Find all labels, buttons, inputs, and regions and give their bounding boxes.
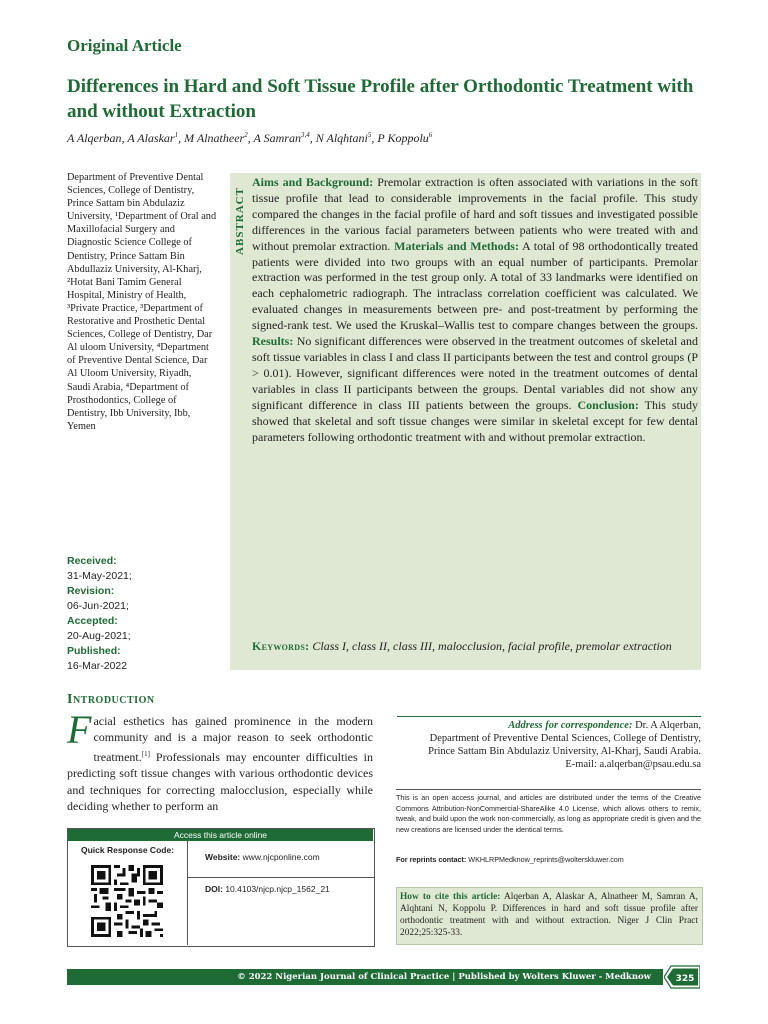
- divider: [187, 841, 188, 945]
- page-number: 325: [675, 974, 695, 984]
- author-sup: 3,4: [300, 131, 310, 139]
- author-sup: 2: [244, 131, 248, 139]
- abstract-body: Premolar extraction is often associated with variations in the soft tissue profile that lead to considerable improvements in the facial profile. This study compared the changes in the facial profile of hard and soft tissues and investigated possible differences in the various facial parameters between patients who were treated with and without premolar extraction.: [252, 175, 698, 253]
- divider: [396, 789, 701, 790]
- divider: [188, 877, 374, 878]
- drop-cap: F: [67, 707, 92, 752]
- author-sup: 1: [174, 131, 179, 139]
- author-sup: 5: [367, 131, 372, 139]
- article-dates: [67, 554, 217, 674]
- abstract-body: This study showed that skeletal and soft tissue changes were similar in skeletal except for few dental parameters following orthodontic treatment with and without premolar extraction.: [252, 397, 698, 444]
- abstract-body: A total of 98 orthodontically treated patients were divided into two groups with an equal number of participants. Premolar extraction was performed in the test group only. A total of 33 landmarks were identified on each cephalometric radiograph. The intraclass correlation coefficient was calculated. We evaluated changes in measurements between pre- and post-treatment by performing the signed-rank test. We used the Kruskal–Wallis test to compare changes between the groups.: [252, 238, 698, 333]
- section-label: Original Article: [67, 36, 182, 55]
- qr-label: Quick Response Code:: [80, 845, 175, 855]
- license-text: This is an open access journal, and articles are distributed under the terms of the Creative Commons Attribution-NonCommercial-ShareAlike 4.0 License, which allows others to remix, tweak, and build upon the work non-commercially, as long as appropriate credit is given and the new creations are licensed under the identical terms.: [396, 793, 701, 834]
- date-value: 16-Mar-2022: [67, 660, 128, 672]
- abstract-heading: Conclusion:: [577, 397, 639, 412]
- reprints-label: For reprints contact:: [396, 855, 467, 864]
- abstract-heading: Materials and Methods:: [394, 238, 519, 253]
- correspondence-email[interactable]: E-mail: a.alqerban@psau.edu.sa: [565, 759, 701, 770]
- qr-code-icon[interactable]: [91, 863, 163, 939]
- keywords-text: Class I, class II, class III, malocclusion, facial profile, premolar extraction: [309, 639, 672, 653]
- author: M Alnatheer: [184, 131, 245, 145]
- author-list: A Alqerban, A Alaskar$^1$, M Alnatheer$^2$, A Samran$^{3,4}$, N Alqhtani$^5$, P Koppolu$^6$: [67, 131, 433, 145]
- correspondence-block: [397, 719, 701, 771]
- abstract-heading: Aims and Background:: [252, 175, 374, 189]
- website-line: [205, 852, 320, 862]
- website-label: Website:: [205, 852, 241, 862]
- abstract-label: [231, 176, 248, 266]
- doi-label: DOI:: [205, 884, 223, 894]
- doi-line: [205, 884, 330, 894]
- correspondence-line: Department of Preventive Dental Sciences, College of Dentistry,: [429, 733, 701, 744]
- abstract-heading: Results:: [252, 334, 294, 349]
- date-value: 20-Aug-2021;: [67, 630, 131, 642]
- date-value: 31-May-2021;: [67, 570, 132, 582]
- date-label: Published:: [67, 645, 121, 657]
- reprints-line: [396, 855, 701, 864]
- abstract-label-text: ABSTRACT: [233, 187, 246, 255]
- citation-text: [400, 891, 698, 939]
- keywords-label: Keywords:: [252, 639, 310, 653]
- page-number-badge: [664, 963, 700, 991]
- citation-ref[interactable]: [1]: [141, 749, 150, 758]
- author: A Samran: [253, 131, 301, 145]
- date-label: Revision:: [67, 585, 115, 597]
- keywords: [252, 640, 698, 653]
- intro-body: acial esthetics has gained prominence in the modern community and is a major reason to seek orthodontic treatment.: [93, 714, 373, 764]
- correspondence-line: Prince Sattam Bin Abdulaziz University, Al-Kharj, Saudi Arabia.: [428, 746, 701, 757]
- author-sup: 6: [428, 131, 433, 139]
- citation-label: How to cite this article:: [400, 892, 501, 902]
- intro-body: Professionals may encounter difficulties in predicting soft tissue changes with various orthodontic devices and techniques for correcting malocclusion, especially while deciding whether to perform an: [67, 749, 373, 814]
- introduction-heading: Introduction: [67, 692, 155, 707]
- access-header: Access this article online: [68, 829, 373, 841]
- author: N Alqhtani: [315, 131, 368, 145]
- introduction-text: [67, 707, 373, 814]
- website-link[interactable]: www.njcponline.com: [240, 852, 320, 862]
- affiliations: Department of Preventive Dental Sciences, College of Dentistry, Prince Sattam bin Abdulaziz University, ¹Department of Oral and Maxillofacial Surgery and Diagnostic Science College of Dentistry, Prince Sattam Bin Abdullaziz University, Al-Kharj, ²Hotat Bani Tamim General Hospital, Ministry of Health, ³Private Practice, ³Department of Restorative and Prosthetic Dental Sciences, College of Dentistry, Dar Al uloom University, ⁴Department of Preventive Dental Science, Dar Al Uloom University, Riyadh, Saudi Arabia, ⁴Department of Prosthodontics, College of Dentistry, Ibb University, Ibb, Yemen: [67, 172, 217, 432]
- doi-link[interactable]: 10.4103/njcp.njcp_1562_21: [222, 884, 330, 894]
- author: P Koppolu: [377, 131, 429, 145]
- author: A Alaskar: [127, 131, 175, 145]
- author: A Alqerban: [67, 131, 122, 145]
- article-title: Differences in Hard and Soft Tissue Profile after Orthodontic Treatment with and without Extraction: [67, 76, 694, 122]
- divider: [397, 716, 701, 717]
- date-value: 06-Jun-2021;: [67, 600, 129, 612]
- abstract-text: [252, 175, 698, 445]
- date-label: Received:: [67, 555, 117, 567]
- reprints-email[interactable]: WKHLRPMedknow_reprints@wolterskluwer.com: [466, 855, 624, 864]
- citation-body: Alqerban A, Alaskar A, Alnatheer M, Samran A, Alqhtani N, Koppolu P. Differences in hard and soft tissue profile after orthodontic treatment with and without extraction. Niger J Clin Pract 2022;25:325-33.: [400, 892, 698, 938]
- abstract-body: No significant differences were observed in the treatment outcomes of skeletal and soft tissue variables in class I and class II participants between the test and control groups (P > 0.01). However, significant differences were noted in the treatment outcomes of dental variables in class II participants between the groups. Dental variables did not show any significant difference in class III patients between the groups.: [252, 334, 698, 412]
- date-label: Accepted:: [67, 615, 118, 627]
- correspondence-label: Address for correspondence:: [508, 720, 633, 731]
- correspondence-name: Dr. A Alqerban,: [632, 720, 701, 731]
- footer-text: © 2022 Nigerian Journal of Clinical Practice | Published by Wolters Kluwer - Medknow: [237, 972, 651, 982]
